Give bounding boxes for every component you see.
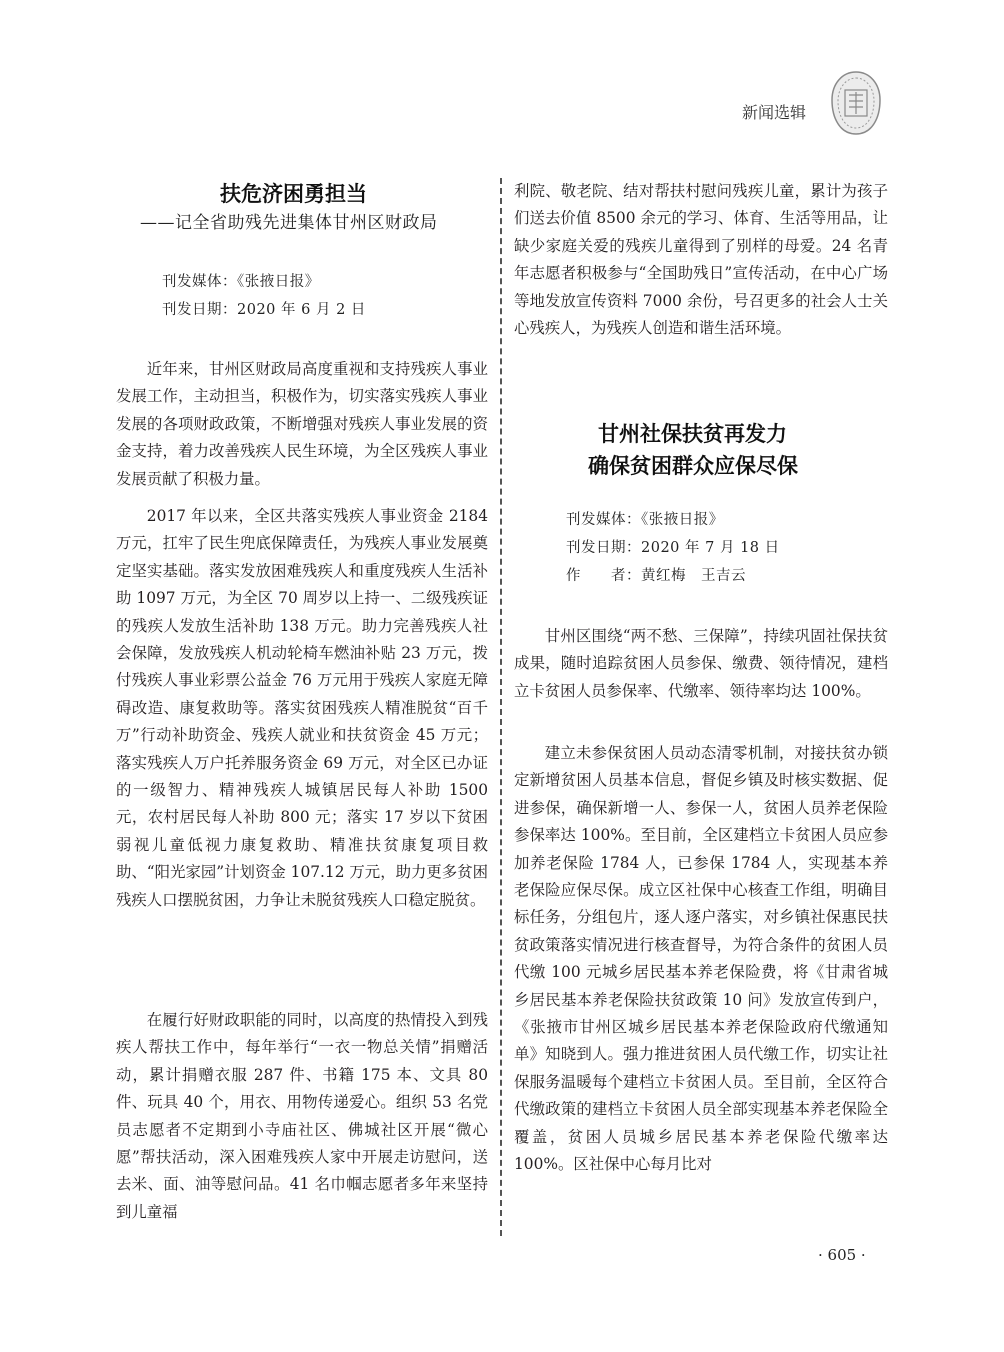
article2-paragraph: 甘州区围绕“两不愁、三保障”，持续巩固社保扶贫成果，随时追踪贫困人员参保、缴费、领待情况，建档立卡贫困人员参保率、代缴率、领待率均达 100%。 [514, 627, 888, 700]
article1-date: 刊发日期：2020 年 6 月 2 日 [162, 302, 366, 318]
article2-author: 作 者：黄红梅 王吉云 [566, 568, 746, 584]
article2-media: 刊发媒体：《张掖日报》 [566, 512, 724, 528]
article1-paragraph: 在履行好财政职能的同时，以高度的热情投入到残疾人帮扶工作中，每年举行“一衣一物总关情”捐赠活动，累计捐赠衣服 287 件、书籍 175 本、文具 80 件、玩具 40 个，用衣、用物传递爱心。组织 53 名党员志愿者不定期到小寺庙社区、佛城社区开展“微心愿”帮扶活动，深入困难残疾人家中开展走访慰问，送去米、面、油等慰问品。41 名巾帼志愿者多年来坚持到儿童福 [116, 1011, 488, 1221]
article2-paragraph: 建立未参保贫困人员动态清零机制，对接扶贫办锁定新增贫困人员基本信息，督促乡镇及时核实数据、促进参保，确保新增一人、参保一人，贫困人员养老保险参保率达 100%。至目前，全区建档立卡贫困人员应参加养老保险 1784 人，已参保 1784 人，实现基本养老保险应保尽保。成立区社保中心核查工作组，明确目标任务，分组包片，逐人逐户落实，对乡镇社保惠民扶贫政策落实情况进行核查督导，为符合条件的贫困人员代缴 100 元城乡居民基本养老保险费，将《甘肃省城乡居民基本养老保险扶贫政策 10 问》发放宣传到户，《张掖市甘州区城乡居民基本养老保险政府代缴通知单》知晓到人。强力推进贫困人员代缴工作，切实让社保服务温暖每个建档立卡贫困人员。至目前，全区符合代缴政策的建档立卡贫困人员全部实现基本养老保险全覆盖，贫困人员城乡居民基本养老保险代缴率达 100%。区社保中心每月比对 [514, 744, 888, 1174]
article1-paragraph: 2017 年以来，全区共落实残疾人事业资金 2184 万元，扛牢了民生兜底保障责任，为残疾人事业发展奠定坚实基础。落实发放困难残疾人和重度残疾人生活补助 1097 万元，为全区 70 周岁以上持一、二级残疾证的残疾人发放生活补助 138 万元。助力完善残疾人社会保障，发放残疾人机动轮椅车燃油补贴 23 万元，拨付残疾人事业彩票公益金 76 万元用于残疾人家庭无障碍改造、康复救助等。落实贫困残疾人精准脱贫“百千万”行动补助资金、残疾人就业和扶贫资金 45 万元；落实残疾人万户托养服务资金 69 万元，对全区已办证的一级智力、精神残疾人城镇居民每人补助 1500 元，农村居民每人补助 800 元；落实 17 岁以下贫困弱视儿童低视力康复救助、精准扶贫康复项目救助、“阳光家园”计划资金 107.12 万元，助力更多贫困残疾人口摆脱贫困，力争让未脱贫残疾人口稳定脱贫。 [116, 507, 488, 909]
article2-title-line2: 确保贫困群众应保尽保 [588, 454, 798, 478]
article2-title-line1: 甘州社保扶贫再发力 [598, 422, 787, 446]
page-number: · 605 · [818, 1246, 866, 1264]
article1-paragraph: 近年来，甘州区财政局高度重视和支持残疾人事业发展工作，主动担当，积极作为，切实落实残疾人事业发展的各项财政政策，不断增强对残疾人事业发展的资金支持，着力改善残疾人民生环境，为全区残疾人事业发展贡献了积极力量。 [116, 360, 488, 488]
article1-continuation: 利院、敬老院、结对帮扶村慰问残疾儿童，累计为孩子们送去价值 8500 余元的学习、体育、生活等用品，让缺少家庭关爱的残疾儿童得到了别样的母爱。24 名青年志愿者积极参与“全国助残日”宣传活动，在中心广场等地发放宣传资料 7000 余份，号召更多的社会人士关心残疾人，为残疾人创造和谐生活环境。 [514, 182, 888, 338]
article1-subtitle: ——记全省助残先进集体甘州区财政局 [140, 213, 438, 233]
section-label: 新闻选辑 [742, 103, 807, 122]
seal-logo-icon [830, 70, 882, 136]
column-divider [500, 178, 502, 1236]
article1-media: 刊发媒体：《张掖日报》 [162, 274, 320, 290]
article1-title: 扶危济困勇担当 [220, 182, 367, 206]
article2-date: 刊发日期：2020 年 7 月 18 日 [566, 540, 780, 556]
